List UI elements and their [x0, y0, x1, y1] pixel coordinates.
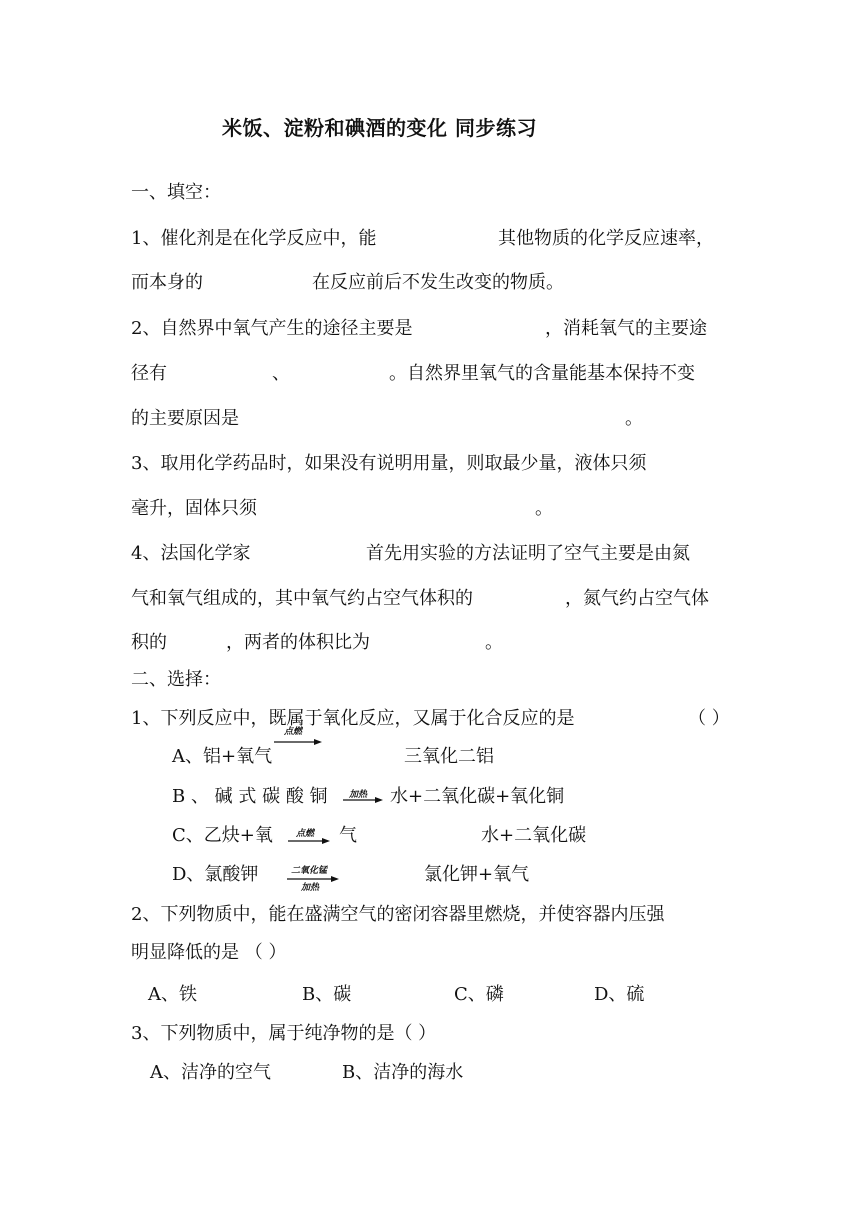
fill-q1-line1-part2: 其他物质的化学反应速率， [498, 228, 714, 249]
reaction-arrow-d [287, 866, 339, 894]
reaction-condition-d-heat: 加热 [301, 883, 320, 893]
choice-q1-option-c-reactants: C、乙炔+氧 [172, 825, 273, 846]
choice-q1-option-d-reactants: D、氯酸钾 [172, 864, 259, 885]
choice-q1-option-b-reactants: B 、 碱 式 碳 酸 铜 [172, 786, 328, 807]
choice-q1-answer-paren: （ ） [688, 708, 730, 729]
fill-q3-line1: 3、取用化学药品时，如果没有说明用量，则取最少量，液体只须 [131, 453, 647, 474]
choice-q2-option-b: B、碳 [302, 984, 352, 1005]
fill-q2-line2-part2: 、 [272, 363, 290, 384]
fill-q1-line2-part1: 而本身的 [131, 272, 203, 293]
fill-q4-line2-part1: 气和氧气组成的，其中氧气约占空气体积的 [131, 588, 473, 609]
choice-q2-option-a: A、铁 [148, 984, 197, 1005]
choice-q3-stem: 3、下列物质中，属于纯净物的是（ ） [131, 1023, 437, 1044]
fill-q4-line2-part2: ，氮气约占空气体 [565, 588, 709, 609]
fill-q4-line3-part1: 积的 [131, 632, 167, 653]
reaction-condition-a: 点燃 [284, 727, 303, 737]
choice-q2-option-c: C、磷 [454, 984, 504, 1005]
choice-q1-option-c-reactant-tail: 气 [339, 825, 357, 846]
page-title: 米饭、淀粉和碘酒的变化 同步练习 [222, 116, 537, 140]
fill-q1-line2-part2: 在反应前后不发生改变的物质。 [312, 272, 564, 293]
fill-q2-line3-part1: 的主要原因是 [131, 408, 239, 429]
fill-q3-line2-part1: 毫升，固体只须 [131, 498, 257, 519]
choice-q1-option-d-products: 氯化钾+氧气 [424, 864, 530, 885]
section-heading-choice: 二、选择： [131, 669, 221, 690]
section-heading-fill: 一、填空： [131, 182, 221, 203]
arrow-icon [343, 796, 383, 804]
choice-q2-line2: 明显降低的是 （ ） [131, 942, 287, 963]
arrow-icon [274, 738, 322, 746]
fill-q2-line2-part1: 径有 [131, 363, 167, 384]
choice-q1-option-a-product: 三氧化二铝 [404, 746, 494, 767]
choice-q3-option-a: A、洁净的空气 [150, 1062, 271, 1083]
choice-q3-option-b: B、洁净的海水 [342, 1062, 464, 1083]
fill-q3-line2-part2: 。 [535, 498, 553, 519]
choice-q1-option-b-products: 水+二氧化碳+氧化铜 [390, 786, 565, 807]
choice-q2-line1: 2、下列物质中，能在盛满空气的密闭容器里燃烧，并使容器内压强 [131, 904, 665, 925]
arrow-icon [288, 837, 330, 845]
reaction-condition-b: 加热 [349, 790, 368, 800]
fill-q4-line3-part3: 。 [485, 632, 503, 653]
choice-q2-option-d: D、硫 [594, 984, 645, 1005]
choice-q1-option-c-products: 水+二氧化碳 [481, 825, 587, 846]
reaction-arrow-c [288, 828, 330, 850]
fill-q4-line1-part2: 首先用实验的方法证明了空气主要是由氮 [366, 543, 690, 564]
fill-q2-line1-part1: 2、自然界中氧气产生的途径主要是 [131, 318, 413, 339]
arrow-icon [287, 875, 339, 883]
reaction-arrow-b [343, 788, 383, 810]
fill-q2-line2-part3: 。自然界里氧气的含量能基本保持不变 [389, 363, 695, 384]
reaction-arrow-a [274, 727, 322, 749]
choice-q1-stem: 1、下列反应中，既属于氧化反应，又属于化合反应的是 [131, 708, 575, 729]
fill-q4-line1-part1: 4、法国化学家 [131, 543, 251, 564]
reaction-condition-c: 点燃 [296, 829, 315, 839]
fill-q1-line1-part1: 1、催化剂是在化学反应中，能 [131, 228, 377, 249]
reaction-condition-d-catalyst: 二氧化锰 [291, 866, 328, 876]
choice-q1-option-a-reactants: A、铝+氧气 [172, 746, 273, 767]
fill-q4-line3-part2: ，两者的体积比为 [226, 632, 370, 653]
fill-q2-line3-part2: 。 [625, 408, 643, 429]
fill-q2-line1-part2: ，消耗氧气的主要途 [545, 318, 707, 339]
